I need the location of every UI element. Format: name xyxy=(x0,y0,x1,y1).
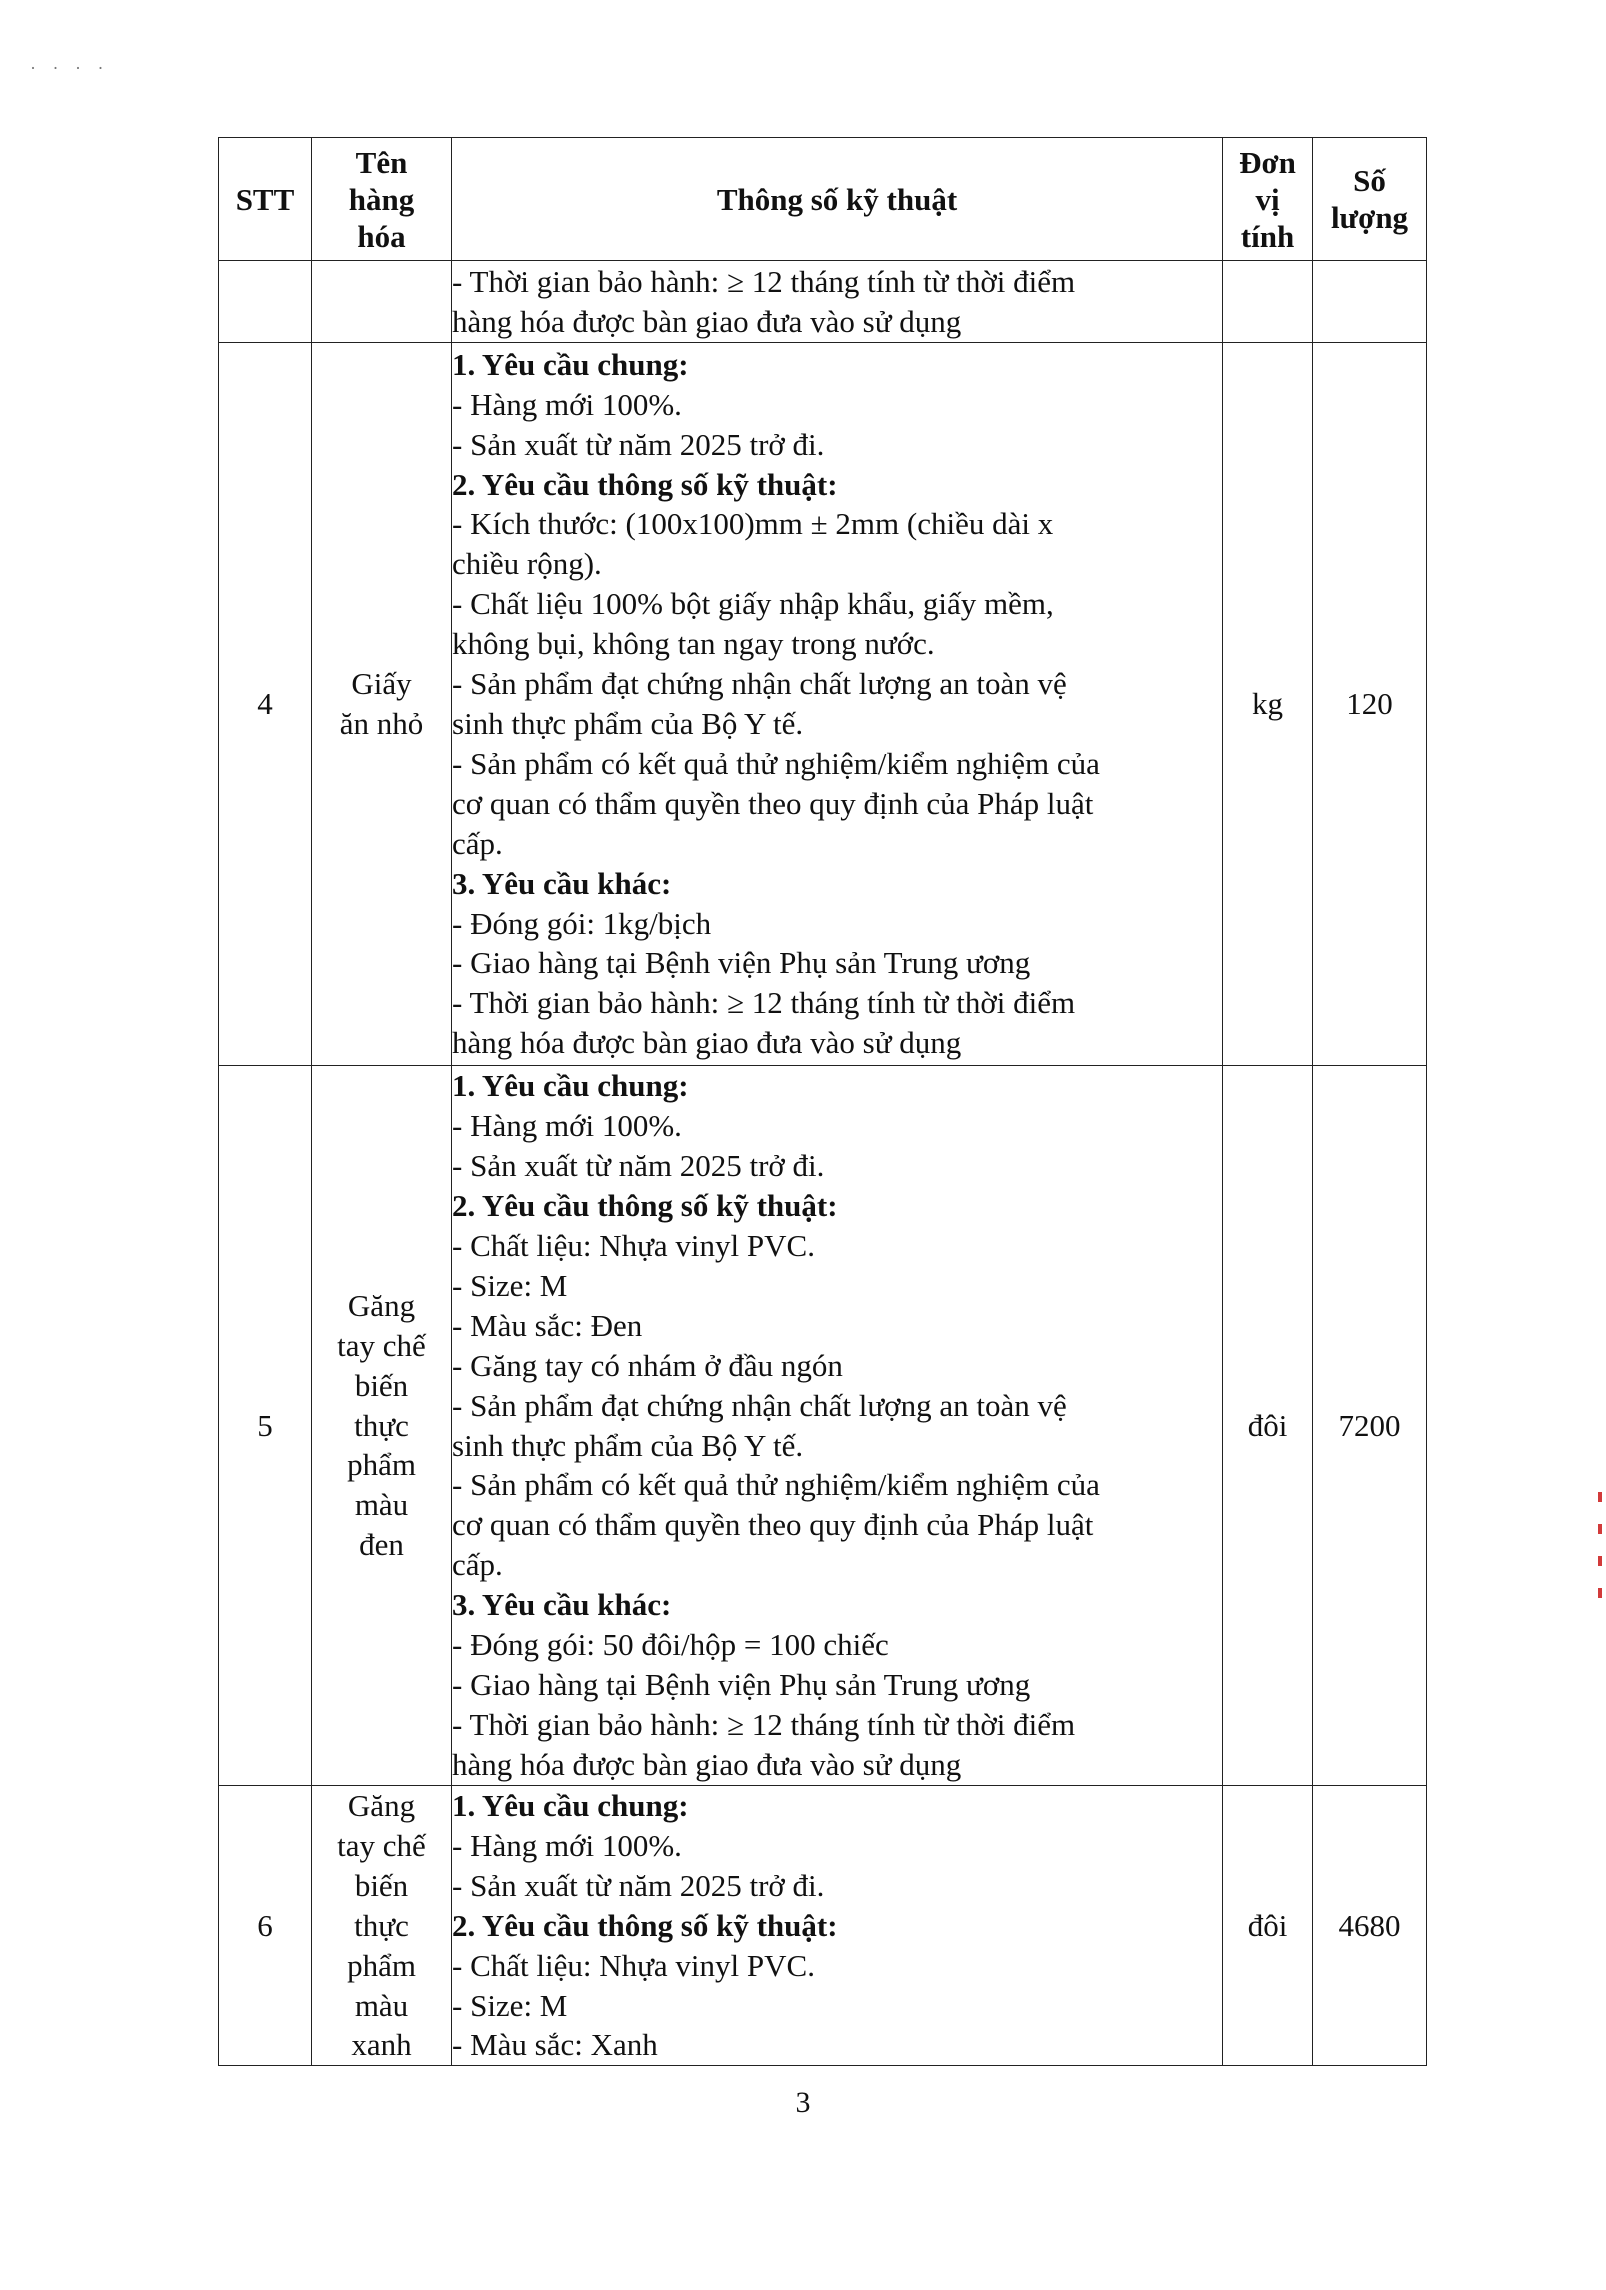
spec-line: - Màu sắc: Đen xyxy=(452,1307,643,1343)
row-qty: 4680 xyxy=(1313,1786,1427,2066)
page-number: 3 xyxy=(795,2086,811,2119)
spec-line: - Găng tay có nhám ở đầu ngón xyxy=(452,1347,843,1383)
table-row xyxy=(219,1786,1427,2066)
spec-heading: 2. Yêu cầu thông số kỹ thuật: xyxy=(452,466,838,502)
row-stt: 5 xyxy=(219,1066,312,1786)
spec-line: cấp. xyxy=(452,825,503,861)
row-unit: đôi xyxy=(1223,1066,1313,1786)
spec-line: sinh thực phẩm của Bộ Y tế. xyxy=(452,1427,804,1463)
spec-line: hàng hóa được bàn giao đưa vào sử dụng xyxy=(452,1025,962,1061)
spec-line: - Đóng gói: 50 đôi/hộp = 100 chiếc xyxy=(452,1627,889,1663)
row-spec xyxy=(452,1786,1223,2066)
spec-line: - Màu sắc: Xanh xyxy=(452,2027,658,2063)
spec-heading: 2. Yêu cầu thông số kỹ thuật: xyxy=(452,1188,838,1224)
continuation-row xyxy=(219,261,1427,343)
spec-line: - Kích thước: (100x100)mm ± 2mm (chiều dài x xyxy=(452,506,1054,542)
spec-line: - Sản phẩm có kết quả thử nghiệm/kiểm nghiệm của xyxy=(452,745,1100,781)
spec-heading: 1. Yêu cầu chung: xyxy=(452,1788,689,1823)
scan-marks: · · · · xyxy=(30,58,110,78)
row-name: Giấy ăn nhỏ xyxy=(312,343,452,1066)
spec-line: - Sản xuất từ năm 2025 trở đi. xyxy=(452,1867,825,1903)
spec-line: - Size: M xyxy=(452,1987,568,2023)
spec-line: - Hàng mới 100%. xyxy=(452,386,682,422)
spec-heading: 3. Yêu cầu khác: xyxy=(452,865,672,901)
spec-line: sinh thực phẩm của Bộ Y tế. xyxy=(452,706,804,741)
spec-line: - Sản phẩm đạt chứng nhận chất lượng an toàn vệ xyxy=(452,666,1067,702)
spec-line: cấp. xyxy=(452,1547,503,1583)
spec-line: - Thời gian bảo hành: ≥ 12 tháng tính từ thời điểm xyxy=(452,985,1076,1021)
row-unit: đôi xyxy=(1223,1786,1313,2066)
spec-line: - Đóng gói: 1kg/bịch xyxy=(452,905,712,941)
row-qty: 120 xyxy=(1313,343,1427,1066)
spec-line: - Sản xuất từ năm 2025 trở đi. xyxy=(452,1148,825,1184)
continuation-spec: - Thời gian bảo hành: ≥ 12 tháng tính từ thời điểm hàng hóa được bàn giao đưa vào sử dụng xyxy=(452,261,1223,343)
header-stt: STT xyxy=(219,138,312,261)
row-spec xyxy=(452,343,1223,1066)
spec-line: - Hàng mới 100%. xyxy=(452,1108,682,1144)
table-row xyxy=(219,1066,1427,1786)
table-row xyxy=(219,343,1427,1066)
header-qty: Số lượng xyxy=(1313,138,1427,261)
row-name: Găng tay chế biến thực phẩm màu đen xyxy=(312,1066,452,1786)
spec-table xyxy=(218,137,1427,2066)
spec-line: - Chất liệu 100% bột giấy nhập khẩu, giấy mềm, xyxy=(452,586,1054,622)
header-spec: Thông số kỹ thuật xyxy=(452,138,1223,261)
spec-line: - Chất liệu: Nhựa vinyl PVC. xyxy=(452,1227,815,1263)
spec-line: - Giao hàng tại Bệnh viện Phụ sản Trung ương xyxy=(452,945,1031,981)
spec-line: không bụi, không tan ngay trong nước. xyxy=(452,626,935,662)
row-unit: kg xyxy=(1223,343,1313,1066)
spec-heading: 3. Yêu cầu khác: xyxy=(452,1587,672,1623)
row-qty: 7200 xyxy=(1313,1066,1427,1786)
spec-line: - Giao hàng tại Bệnh viện Phụ sản Trung ương xyxy=(452,1666,1031,1702)
spec-line: - Chất liệu: Nhựa vinyl PVC. xyxy=(452,1947,815,1983)
spec-line: cơ quan có thẩm quyền theo quy định của Pháp luật xyxy=(452,785,1094,821)
spec-line: - Thời gian bảo hành: ≥ 12 tháng tính từ thời điểm xyxy=(452,1706,1076,1742)
spec-line: - Hàng mới 100%. xyxy=(452,1827,682,1863)
header-name: Tên hàng hóa xyxy=(312,138,452,261)
row-name: Găng tay chế biến thực phẩm màu xanh xyxy=(312,1786,452,2066)
spec-heading: 1. Yêu cầu chung: xyxy=(452,1068,689,1104)
spec-line: - Sản xuất từ năm 2025 trở đi. xyxy=(452,426,825,462)
row-spec xyxy=(452,1066,1223,1786)
spec-line: - Size: M xyxy=(452,1267,568,1303)
spec-line: hàng hóa được bàn giao đưa vào sử dụng xyxy=(452,1746,962,1782)
header-row xyxy=(219,138,1427,261)
spec-line: - Sản phẩm đạt chứng nhận chất lượng an toàn vệ xyxy=(452,1387,1067,1423)
scan-edge-marks xyxy=(1596,1470,1606,1690)
spec-heading: 1. Yêu cầu chung: xyxy=(452,346,689,382)
spec-line: chiều rộng). xyxy=(452,546,602,582)
spec-heading: 2. Yêu cầu thông số kỹ thuật: xyxy=(452,1907,838,1943)
row-stt: 4 xyxy=(219,343,312,1066)
header-unit: Đơn vị tính xyxy=(1223,138,1313,261)
row-stt: 6 xyxy=(219,1786,312,2066)
spec-line: cơ quan có thẩm quyền theo quy định của Pháp luật xyxy=(452,1507,1094,1543)
spec-line: - Sản phẩm có kết quả thử nghiệm/kiểm nghiệm của xyxy=(452,1467,1100,1503)
